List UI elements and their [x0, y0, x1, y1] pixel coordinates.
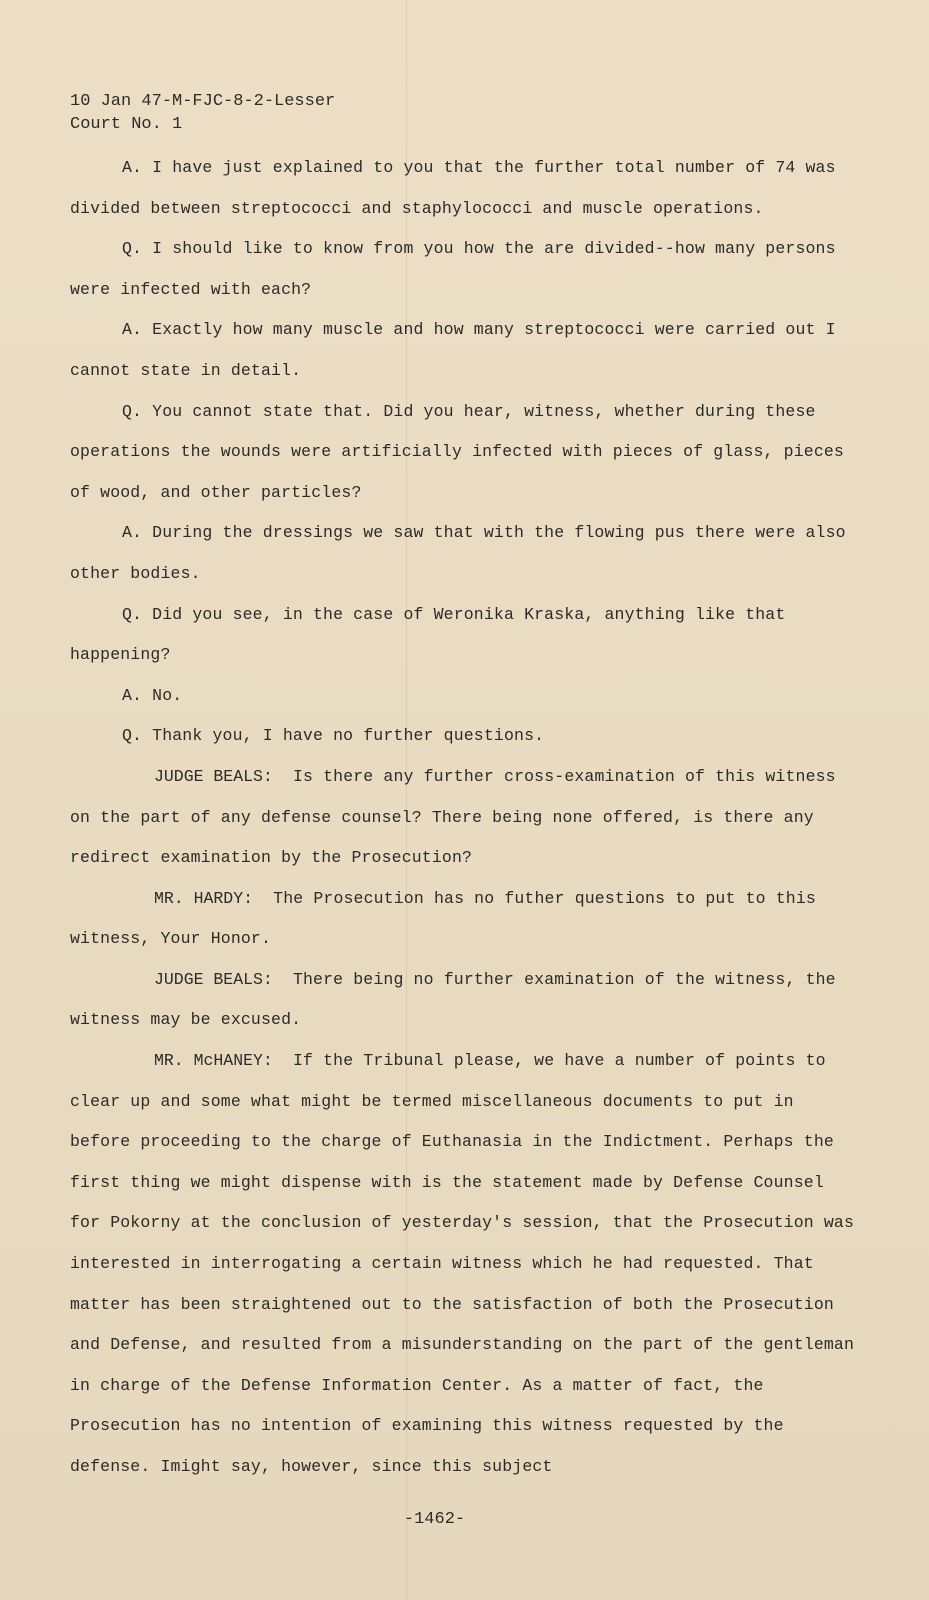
- transcript-body: [70, 148, 860, 1488]
- transcript-paragraph: A. No.: [122, 685, 183, 705]
- speaker-name: MR. McHANEY:: [154, 1051, 273, 1071]
- transcript-paragraph: JUDGE BEALS: There being no further examination of the witness, the witness may be excused.: [70, 969, 836, 1030]
- document-reference: 10 Jan 47-M-FJC-8-2-Lesser: [70, 92, 336, 111]
- court-number: Court No. 1: [70, 115, 183, 134]
- transcript-paragraph: A. Exactly how many muscle and how many streptococci were carried out I cannot state in detail.: [70, 320, 836, 380]
- transcript-paragraph: MR. HARDY: The Prosecution has no futher questions to put to this witness, Your Honor.: [70, 888, 816, 949]
- speaker-name: JUDGE BEALS:: [154, 766, 273, 786]
- transcript-paragraph: A. During the dressings we saw that with the flowing pus there were also other bodies.: [70, 523, 846, 583]
- page-number: -1462-: [403, 1510, 466, 1529]
- transcript-paragraph: Q. I should like to know from you how the are divided--how many persons were infected with each?: [70, 239, 836, 299]
- speaker-name: JUDGE BEALS:: [154, 969, 273, 989]
- transcript-paragraph: JUDGE BEALS: Is there any further cross-examination of this witness on the part of any defense counsel? There being none offered, is there any redirect examination by the Prosecution?: [70, 766, 836, 868]
- transcript-paragraph: MR. McHANEY: If the Tribunal please, we have a number of points to clear up and some what might be termed miscellaneous documents to put in before proceeding to the charge of Euthanasia in the Indictment. Perhaps the first thing we might dispense with is the statement made by Defense Counsel for Pokorny at the conclusion of yesterday's session, that the Prosecution was interested in interrogating a certain witness which he had requested. That matter has been straightened out to the satisfaction of both the Prosecution and Defense, and resulted from a misunderstanding on the part of the gentleman in charge of the Defense Information Center. As a matter of fact, the Prosecution has no intention of examining this witness requested by the defense. Imight say, however, since this subject: [70, 1051, 855, 1476]
- document-header: [70, 90, 335, 136]
- transcript-paragraph: Q. Thank you, I have no further questions.: [122, 726, 545, 746]
- transcript-paragraph: Q. Did you see, in the case of Weronika Kraska, anything like that happening?: [70, 604, 786, 665]
- speaker-name: MR. HARDY:: [154, 888, 254, 908]
- transcript-paragraph: Q. You cannot state that. Did you hear, witness, whether during these operations the wounds were artificially infected with pieces of glass, pieces of wood, and other particles?: [70, 401, 844, 502]
- transcript-paragraph: A. I have just explained to you that the further total number of 74 was divided between streptococci and staphylococci and muscle operations.: [70, 158, 836, 218]
